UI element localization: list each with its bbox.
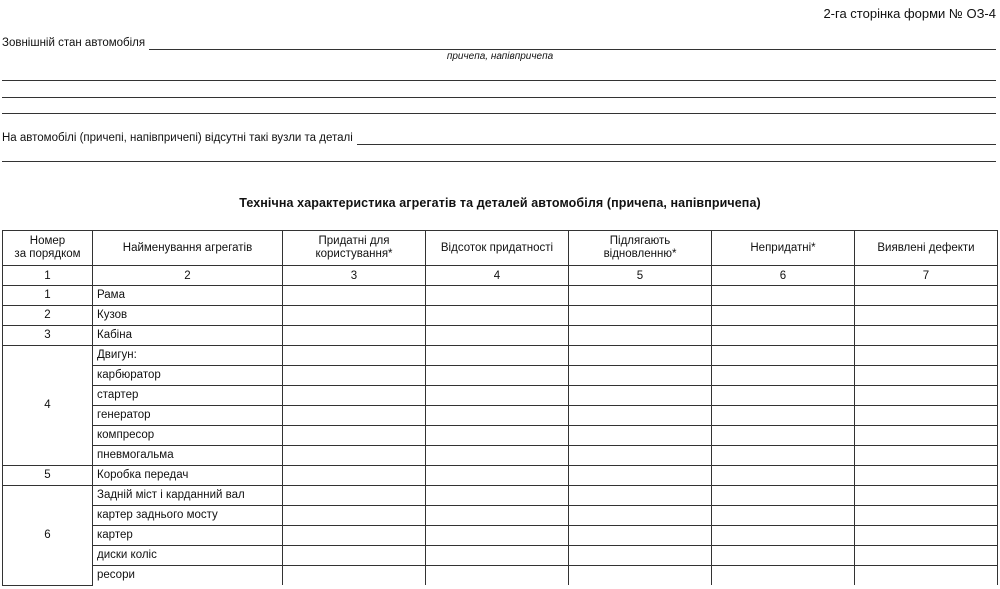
to-restore-cell[interactable] (569, 406, 712, 426)
to-restore-cell[interactable] (569, 566, 712, 586)
to-restore-cell[interactable] (569, 326, 712, 346)
unit-name: Кузов (93, 306, 283, 326)
unit-name: стартер (93, 386, 283, 406)
row-number: 3 (3, 326, 93, 346)
table-title: Технічна характеристика агрегатів та деталей автомобіля (причепа, напівпричепа) (239, 196, 761, 210)
table-row (3, 546, 998, 566)
unit-name: картер заднього мосту (93, 506, 283, 526)
table-row (3, 306, 998, 326)
defects-cell[interactable] (855, 546, 998, 566)
to-restore-cell[interactable] (569, 546, 712, 566)
row-number: 4 (3, 346, 93, 466)
header-to-restore: Підлягають відновленню* (569, 231, 712, 266)
header-unfit: Непридатні* (712, 231, 855, 266)
defects-cell[interactable] (855, 566, 998, 586)
fitness-percent-cell[interactable] (426, 326, 569, 346)
unfit-cell[interactable] (712, 366, 855, 386)
to-restore-cell[interactable] (569, 466, 712, 486)
fit-for-use-cell[interactable] (283, 326, 426, 346)
page-number: 2-га сторінка форми № ОЗ-4 (823, 6, 996, 21)
fit-for-use-cell[interactable] (283, 446, 426, 466)
table-row (3, 286, 998, 306)
to-restore-cell[interactable] (569, 426, 712, 446)
unfit-cell[interactable] (712, 486, 855, 506)
row-number: 2 (3, 306, 93, 326)
exterior-condition-field-line[interactable] (2, 113, 996, 114)
table-row (3, 566, 998, 586)
defects-cell[interactable] (855, 526, 998, 546)
column-number-row (3, 266, 998, 286)
table-row (3, 446, 998, 466)
defects-cell[interactable] (855, 326, 998, 346)
unit-name: диски коліс (93, 546, 283, 566)
unit-name: пневмогальма (93, 446, 283, 466)
to-restore-cell[interactable] (569, 346, 712, 366)
fit-for-use-cell[interactable] (283, 426, 426, 446)
defects-cell[interactable] (855, 446, 998, 466)
column-number: 2 (93, 266, 283, 286)
fit-for-use-cell[interactable] (283, 466, 426, 486)
fit-for-use-cell[interactable] (283, 346, 426, 366)
unfit-cell[interactable] (712, 526, 855, 546)
table-row (3, 346, 998, 366)
fit-for-use-cell[interactable] (283, 386, 426, 406)
defects-cell[interactable] (855, 306, 998, 326)
defects-cell[interactable] (855, 426, 998, 446)
header-unit-name: Найменування агрегатів (93, 231, 283, 266)
column-number: 6 (712, 266, 855, 286)
fitness-percent-cell[interactable] (426, 446, 569, 466)
fitness-percent-cell[interactable] (426, 366, 569, 386)
fitness-percent-cell[interactable] (426, 406, 569, 426)
column-number: 5 (569, 266, 712, 286)
to-restore-cell[interactable] (569, 446, 712, 466)
column-number: 1 (3, 266, 93, 286)
missing-parts-line (2, 128, 996, 145)
defects-cell[interactable] (855, 386, 998, 406)
fitness-percent-cell[interactable] (426, 386, 569, 406)
fitness-percent-cell[interactable] (426, 426, 569, 446)
fitness-percent-cell[interactable] (426, 466, 569, 486)
fitness-percent-cell[interactable] (426, 286, 569, 306)
unit-name: Кабіна (93, 326, 283, 346)
missing-parts-label: На автомобілі (причепі, напівпричепі) відсутні такі вузли та деталі (2, 132, 353, 144)
defects-cell[interactable] (855, 466, 998, 486)
to-restore-cell[interactable] (569, 306, 712, 326)
table-row (3, 386, 998, 406)
to-restore-cell[interactable] (569, 506, 712, 526)
fitness-percent-cell[interactable] (426, 306, 569, 326)
defects-cell[interactable] (855, 406, 998, 426)
defects-cell[interactable] (855, 286, 998, 306)
unit-name: картер (93, 526, 283, 546)
fit-for-use-cell[interactable] (283, 406, 426, 426)
column-number: 7 (855, 266, 998, 286)
fit-for-use-cell[interactable] (283, 306, 426, 326)
fitness-percent-cell[interactable] (426, 486, 569, 506)
fitness-percent-cell[interactable] (426, 546, 569, 566)
fitness-percent-cell[interactable] (426, 346, 569, 366)
unit-name: ресори (93, 566, 283, 586)
table-row (3, 406, 998, 426)
defects-cell[interactable] (855, 506, 998, 526)
unfit-cell[interactable] (712, 446, 855, 466)
row-number: 6 (3, 486, 93, 586)
exterior-condition-line (2, 33, 996, 50)
unfit-cell[interactable] (712, 546, 855, 566)
unit-name: Двигун: (93, 346, 283, 366)
fitness-percent-cell[interactable] (426, 526, 569, 546)
unfit-cell[interactable] (712, 566, 855, 586)
to-restore-cell[interactable] (569, 286, 712, 306)
missing-parts-field[interactable] (357, 127, 996, 145)
fit-for-use-cell[interactable] (283, 286, 426, 306)
fit-for-use-cell[interactable] (283, 566, 426, 586)
exterior-condition-field[interactable] (149, 32, 996, 50)
exterior-condition-label: Зовнішній стан автомобіля (2, 37, 146, 49)
header-defects: Виявлені дефекти (855, 231, 998, 266)
table-row (3, 366, 998, 386)
to-restore-cell[interactable] (569, 366, 712, 386)
fit-for-use-cell[interactable] (283, 486, 426, 506)
row-number: 5 (3, 466, 93, 486)
defects-cell[interactable] (855, 366, 998, 386)
header-row (3, 231, 998, 266)
to-restore-cell[interactable] (569, 526, 712, 546)
defects-cell[interactable] (855, 346, 998, 366)
table-row (3, 506, 998, 526)
fit-for-use-cell[interactable] (283, 506, 426, 526)
table-row (3, 466, 998, 486)
unit-name: компресор (93, 426, 283, 446)
unfit-cell[interactable] (712, 426, 855, 446)
fit-for-use-cell[interactable] (283, 366, 426, 386)
exterior-condition-hint: причепа, напівпричепа (446, 51, 554, 62)
fit-for-use-cell[interactable] (283, 546, 426, 566)
unfit-cell[interactable] (712, 466, 855, 486)
unit-name: Задній міст і карданний вал (93, 486, 283, 506)
units-table (2, 230, 998, 586)
fit-for-use-cell[interactable] (283, 526, 426, 546)
unfit-cell[interactable] (712, 326, 855, 346)
row-number: 1 (3, 286, 93, 306)
unfit-cell[interactable] (712, 386, 855, 406)
column-number: 4 (426, 266, 569, 286)
unfit-cell[interactable] (712, 506, 855, 526)
unfit-cell[interactable] (712, 306, 855, 326)
defects-cell[interactable] (855, 486, 998, 506)
fitness-percent-cell[interactable] (426, 566, 569, 586)
column-number: 3 (283, 266, 426, 286)
fitness-percent-cell[interactable] (426, 506, 569, 526)
table-row (3, 426, 998, 446)
table-row (3, 326, 998, 346)
header-fit-for-use: Придатні для користування* (283, 231, 426, 266)
unfit-cell[interactable] (712, 406, 855, 426)
unfit-cell[interactable] (712, 286, 855, 306)
table-row (3, 526, 998, 546)
unfit-cell[interactable] (712, 346, 855, 366)
exterior-condition-field-line[interactable] (2, 80, 996, 81)
unit-name: Коробка передач (93, 466, 283, 486)
table-row (3, 486, 998, 506)
to-restore-cell[interactable] (569, 486, 712, 506)
to-restore-cell[interactable] (569, 386, 712, 406)
exterior-condition-field-line[interactable] (2, 97, 996, 98)
header-number: Номер за порядком (3, 231, 93, 266)
unit-name: карбюратор (93, 366, 283, 386)
unit-name: генератор (93, 406, 283, 426)
missing-parts-field-line[interactable] (2, 161, 996, 162)
unit-name: Рама (93, 286, 283, 306)
header-fitness-percent: Відсоток придатності (426, 231, 569, 266)
